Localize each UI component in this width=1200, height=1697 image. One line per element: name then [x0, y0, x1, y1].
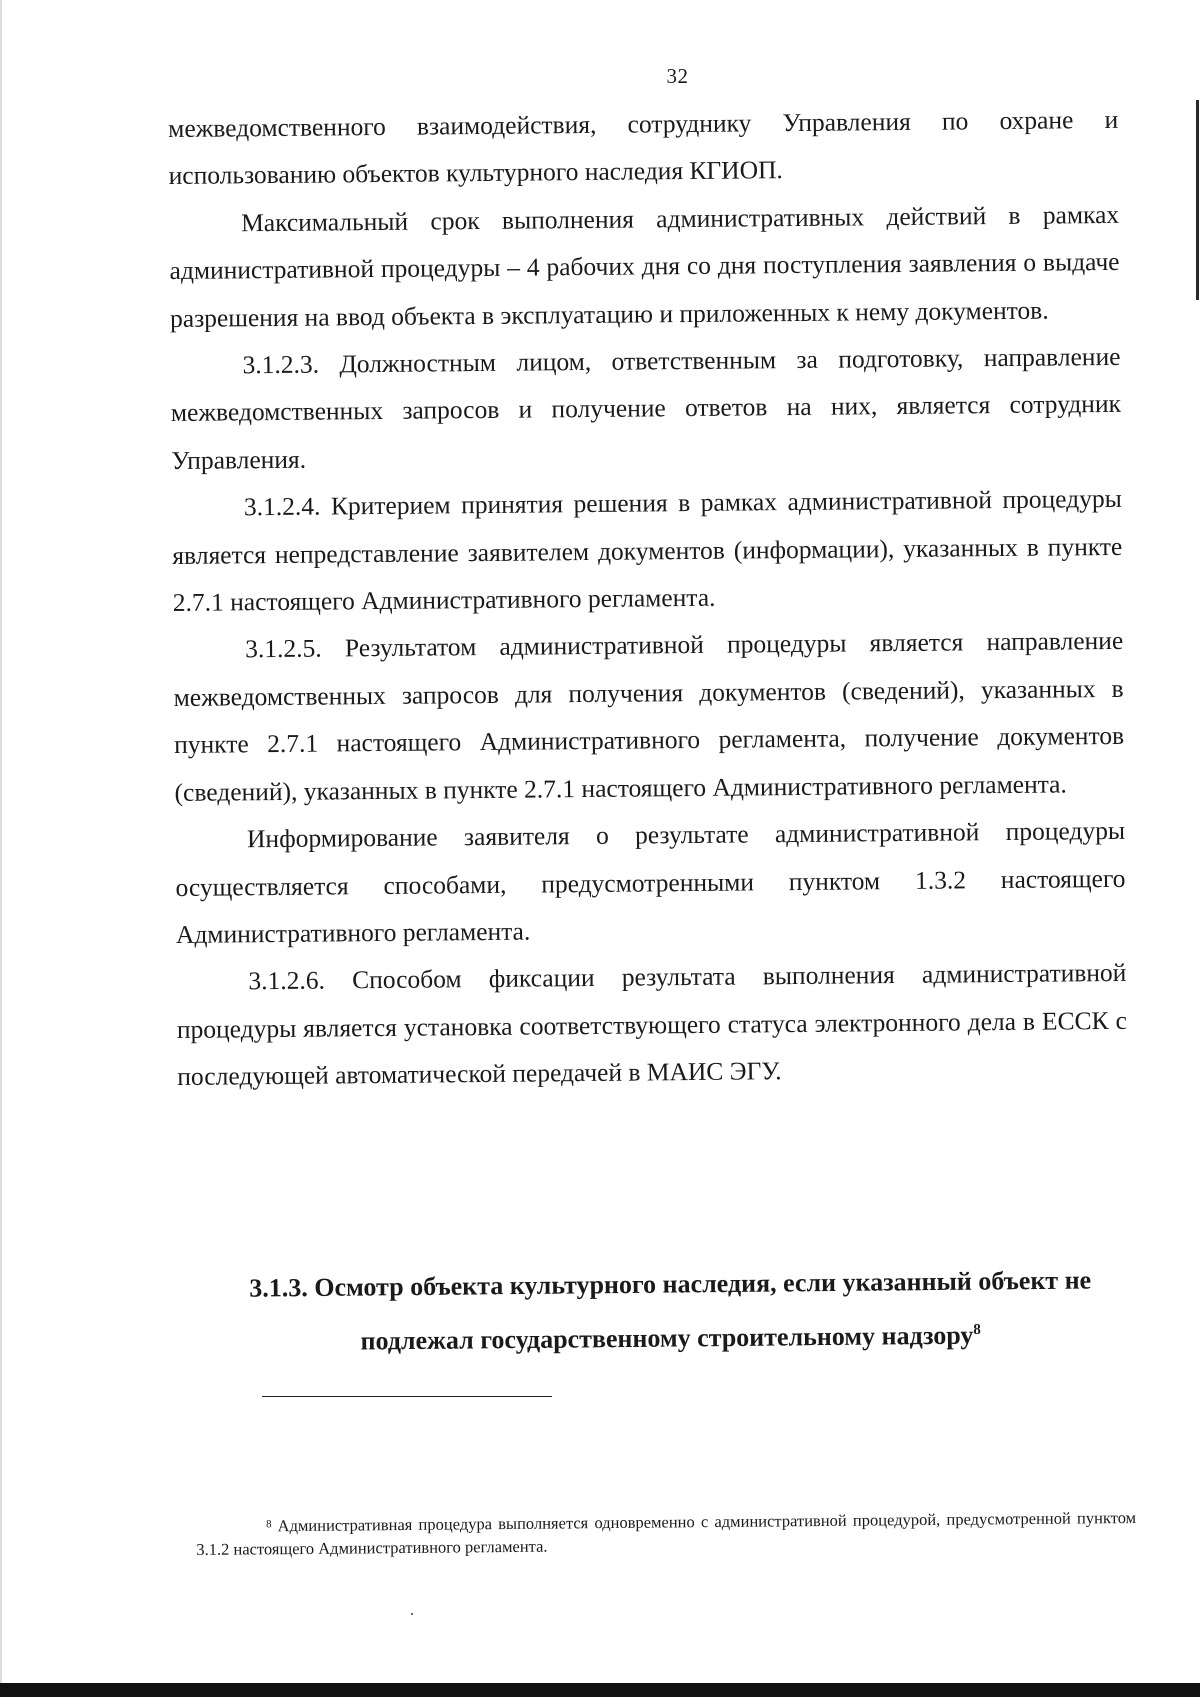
paragraph-max-term: Максимальный срок выполнения административных действий в рамках административной процедуры – 4 рабочих дня со дня поступления заявления о выдаче разрешения на ввод объекта в эксплуатацию и приложенных к нему документов. [169, 199, 1120, 333]
footnote-separator [262, 1396, 552, 1397]
paragraph-3-1-2-6: 3.1.2.6. Способом фиксации результата выполнения административной процедуры является установка соответствующего статуса электронного дела в ЕССК с последующей автоматической передачей в МАИС ЭГУ. [176, 958, 1127, 1092]
footnote-text: Административная процедура выполняется одновременно с административной процедурой, предусмотренной пунктом 3.1.2 настоящего Административного регламента. [196, 1507, 1137, 1559]
paragraph-continuation: межведомственного взаимодействия, сотруднику Управления по охране и использованию объектов культурного наследия КГИОП. [168, 104, 1119, 191]
scan-speck [411, 1613, 413, 1615]
paragraph-3-1-2-3: 3.1.2.3. Должностным лицом, ответственным за подготовку, направление межведомственных запросов и получение ответов на них, является сотрудник Управления. [170, 341, 1122, 475]
section-heading-text: 3.1.3. Осмотр объекта культурного наследия, если указанный объект не подлежал государственному строительному надзору [249, 1265, 1092, 1356]
body-text [168, 96, 1128, 1101]
footnote [196, 1506, 1136, 1561]
scan-edge-bottom [0, 1683, 1200, 1697]
heading-footnote-mark: 8 [973, 1321, 981, 1339]
page-number: 32 [666, 64, 689, 88]
scan-edge-left [0, 0, 2, 1697]
paragraph-3-1-2-4: 3.1.2.4. Критерием принятия решения в рамках административной процедуры является непредставление заявителем документов (информации), указанных в пункте 2.7.1 настоящего Административного регламента. [172, 484, 1123, 618]
paragraph-informing: Информирование заявителя о результате административной процедуры осуществляется способами, предусмотренными пунктом 1.3.2 настоящего Административного регламента. [175, 815, 1126, 949]
scan-edge-right [1196, 100, 1199, 300]
footnote-mark: 8 [266, 1518, 272, 1531]
section-heading-3-1-3 [210, 1253, 1131, 1370]
paragraph-3-1-2-5: 3.1.2.5. Результатом административной процедуры является направление межведомственных запросов для получения документов (сведений), указанных в пункте 2.7.1 настоящего Административного регламента, получение документов (сведений), указанных в пункте 2.7.1 настоящего Административного регламента. [173, 626, 1125, 807]
